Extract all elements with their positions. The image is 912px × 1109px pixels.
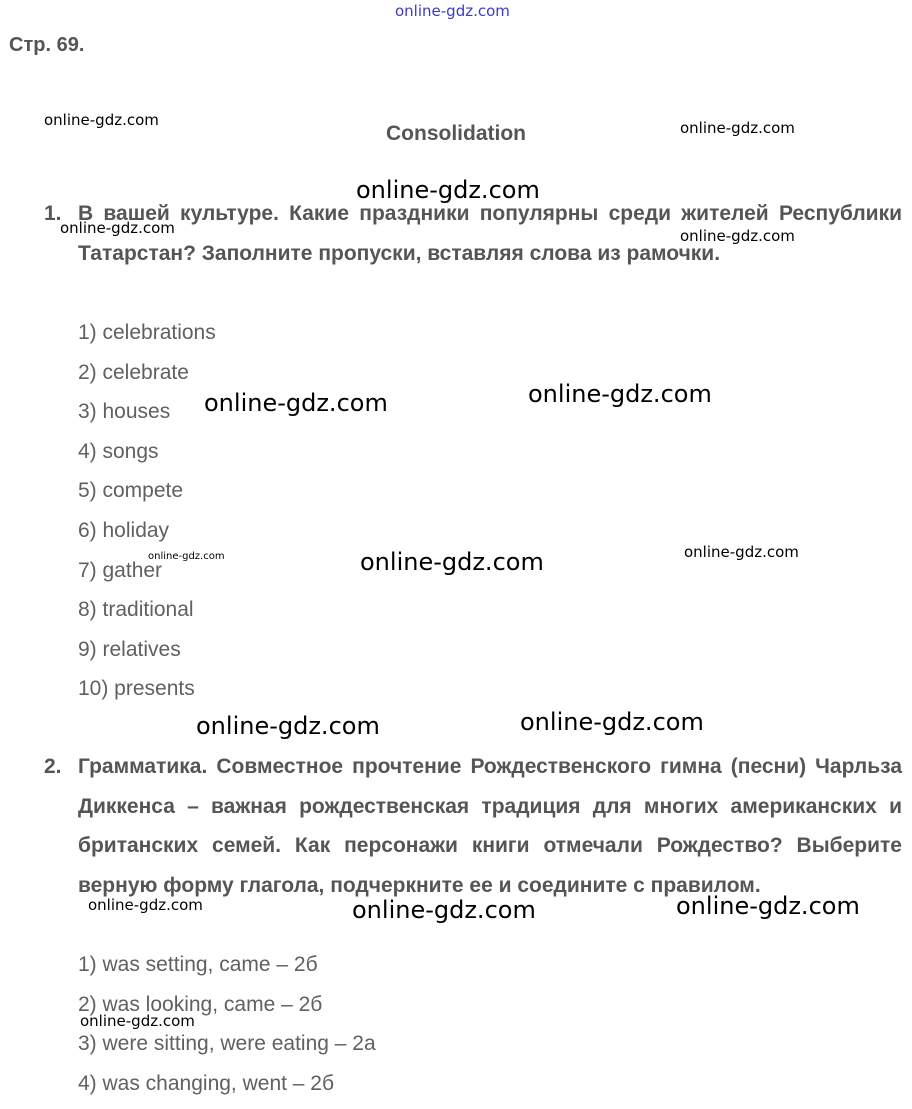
watermark: online-gdz.com [680, 119, 795, 137]
watermark: online-gdz.com [680, 227, 795, 245]
task-1-text: В вашей культуре. Какие праздники популярны среди жителей Республики Татарстан? Заполните пропуски, вставляя слова из рамочки. [78, 202, 902, 265]
answer-item: 2) was looking, came – 2б [78, 992, 323, 1016]
answer-item: 1) celebrations [78, 321, 216, 344]
answer-item: 2) celebrate [78, 360, 189, 384]
answer-item: 3) houses [78, 400, 171, 424]
watermark: online-gdz.com [356, 176, 540, 204]
task-2-text: Грамматика. Совместное прочтение Рождественского гимна (песни) Чарльза Диккенса – важная рождественская традиция для многих американских и британских семей. Как персонажи книги отмечали Рождество? Выберите верную форму глагола, подчеркните ее и соедините с правилом. [78, 755, 902, 897]
watermark: online-gdz.com [44, 111, 159, 129]
watermark: online-gdz.com [80, 1012, 195, 1030]
watermark: online-gdz.com [148, 551, 225, 562]
watermark: online-gdz.com [196, 712, 380, 740]
watermark: online-gdz.com [352, 896, 536, 924]
answer-item: 3) were sitting, were eating – 2а [78, 1032, 376, 1056]
answer-item: 10) presents [78, 677, 195, 701]
section-heading: Consolidation [386, 122, 526, 145]
answer-item: 6) holiday [78, 518, 170, 542]
task-1-number: 1. [44, 202, 62, 225]
answer-item: 4) songs [78, 439, 159, 463]
answer-item: 5) compete [78, 479, 184, 503]
watermark: online-gdz.com [684, 543, 799, 561]
answer-item: 1) was setting, came – 2б [78, 953, 318, 976]
answer-item: 7) gather [78, 558, 163, 582]
answer-item: 4) was changing, went – 2б [78, 1071, 335, 1095]
answer-item: 8) traditional [78, 598, 194, 622]
watermark: online-gdz.com [528, 380, 712, 408]
task-2-number: 2. [44, 755, 62, 778]
answer-item: 9) relatives [78, 637, 181, 661]
watermark: online-gdz.com [395, 2, 510, 20]
watermark: online-gdz.com [88, 896, 203, 914]
task-2 [44, 747, 902, 905]
watermark: online-gdz.com [360, 548, 544, 576]
task-1-answer-list [78, 313, 216, 709]
watermark: online-gdz.com [204, 389, 388, 417]
watermark: online-gdz.com [676, 892, 860, 920]
page-number: Стр. 69. [9, 34, 85, 56]
watermark: online-gdz.com [520, 708, 704, 736]
watermark: online-gdz.com [60, 219, 175, 237]
